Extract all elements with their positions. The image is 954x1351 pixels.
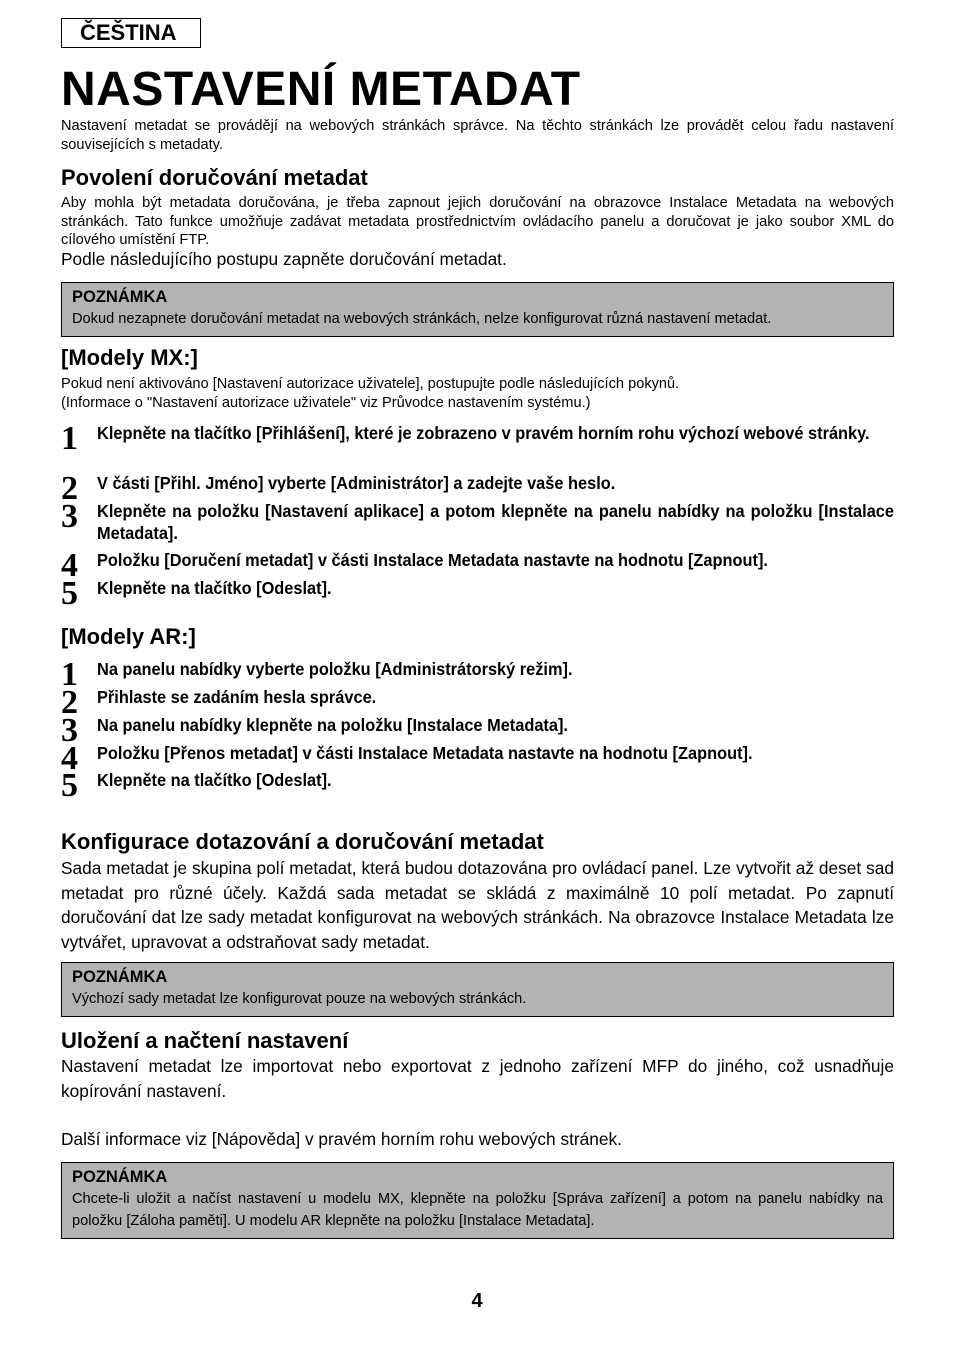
- section-enable-delivery-text: Aby mohla být metadata doručována, je třeba zapnout jejich doručování na obrazovce Instalace Metadata na webových stránkách. Tato funkce umožňuje zadávat metadata prostřednictvím ovládacího panelu a doručovat je jako soubor XML do cílového umístění FTP.: [61, 195, 894, 248]
- step-text: V části [Přihl. Jméno] vyberte [Administrátor] a zadejte vaše heslo.: [97, 473, 616, 493]
- step-number: 2: [61, 470, 78, 507]
- step-text: Klepněte na tlačítko [Odeslat].: [97, 770, 332, 790]
- section-heading-save-load: Uložení a načtení nastavení: [61, 1028, 349, 1053]
- step-number: 5: [61, 767, 78, 804]
- mx-intro-line-2: (Informace o "Nastavení autorizace uživatele" viz Průvodce nastavením systému.): [61, 394, 591, 411]
- note-title: POZNÁMKA: [72, 1168, 168, 1186]
- step-text: Klepněte na tlačítko [Přihlášení], které je zobrazeno v pravém horním rohu výchozí webové stránky.: [97, 423, 870, 443]
- step-number: 3: [61, 712, 78, 749]
- mx-intro: [61, 375, 894, 412]
- note-box-2: [61, 962, 894, 1017]
- note-box-1: [61, 282, 894, 337]
- section-enable-delivery-body: [61, 194, 894, 250]
- step-text: Přihlaste se zadáním hesla správce.: [97, 687, 377, 707]
- page-number: 4: [471, 1290, 483, 1312]
- section-save-load-more-info: Další informace viz [Nápověda] v pravém horním rohu webových stránek.: [61, 1129, 622, 1149]
- mx-intro-line-1: Pokud není aktivováno [Nastavení autorizace uživatele], postupujte podle následujících pokynů.: [61, 376, 680, 392]
- step-text: Položku [Doručení metadat] v části Instalace Metadata nastavte na hodnotu [Zapnout].: [97, 550, 768, 570]
- note-text: Výchozí sady metadat lze konfigurovat pouze na webových stránkách.: [72, 991, 527, 1007]
- step-number: 5: [61, 575, 78, 612]
- section-heading-mx-models: [Modely MX:]: [61, 345, 198, 370]
- step-text: Položku [Přenos metadat] v části Instalace Metadata nastavte na hodnotu [Zapnout].: [97, 743, 753, 763]
- section-configure-metadata-text: Sada metadat je skupina polí metadat, která budou dotazována pro ovládací panel. Lze vytvořit až deset sad metadat pro různé účely. Každá sada metadat se skládá z maximálně 10 polí metadat. Po zapnutí doručování dat lze sady metadat konfigurovat na webových stránkách. Na obrazovce Instalace Metadata lze vytvářet, upravovat a odstraňovat sady metadat.: [61, 858, 894, 952]
- step-text: Klepněte na položku [Nastavení aplikace] a potom klepněte na panelu nabídky na položku [Instalace Metadata].: [97, 501, 895, 543]
- intro-text: Nastavení metadat se provádějí na webových stránkách správce. Na těchto stránkách lze provádět celou řadu nastavení souvisejících s metadaty.: [61, 118, 894, 153]
- step-text: Klepněte na tlačítko [Odeslat].: [97, 578, 332, 598]
- step-text: Na panelu nabídky klepněte na položku [Instalace Metadata].: [97, 715, 568, 735]
- section-heading-configure-metadata: Konfigurace dotazování a doručování metadat: [61, 829, 544, 854]
- step-number: 4: [61, 740, 78, 777]
- section-save-load-text: Nastavení metadat lze importovat nebo exportovat z jednoho zařízení MFP do jiného, což usnadňuje kopírování nastavení.: [61, 1056, 894, 1101]
- section-heading-ar-models: [Modely AR:]: [61, 624, 196, 649]
- page-title: NASTAVENÍ METADAT: [61, 63, 581, 116]
- note-title: POZNÁMKA: [72, 968, 168, 986]
- language-tag: ČEŠTINA: [61, 18, 201, 48]
- intro-paragraph: [61, 117, 894, 154]
- note-text: Chcete-li uložit a načíst nastavení u modelu MX, klepněte na položku [Správa zařízení] a potom na panelu nabídky na položku [Záloha paměti]. U modelu AR klepněte na položku [Instalace Metadata].: [72, 1191, 883, 1229]
- note-box-3: [61, 1162, 894, 1239]
- step-number: 4: [61, 547, 78, 584]
- note-title: POZNÁMKA: [72, 288, 168, 306]
- section-configure-metadata-body: [61, 856, 894, 954]
- section-enable-delivery-instruction: Podle následujícího postupu zapněte doručování metadat.: [61, 249, 507, 269]
- step-number: 1: [61, 656, 78, 693]
- step-number: 3: [61, 498, 78, 535]
- step-text: Na panelu nabídky vyberte položku [Administrátorský režim].: [97, 659, 573, 679]
- step-number: 2: [61, 684, 78, 721]
- section-heading-enable-delivery: Povolení doručování metadat: [61, 165, 368, 190]
- section-save-load-body: [61, 1054, 894, 1103]
- note-text: Dokud nezapnete doručování metadat na webových stránkách, nelze konfigurovat různá nastavení metadat.: [72, 311, 772, 327]
- step-number: 1: [61, 420, 78, 457]
